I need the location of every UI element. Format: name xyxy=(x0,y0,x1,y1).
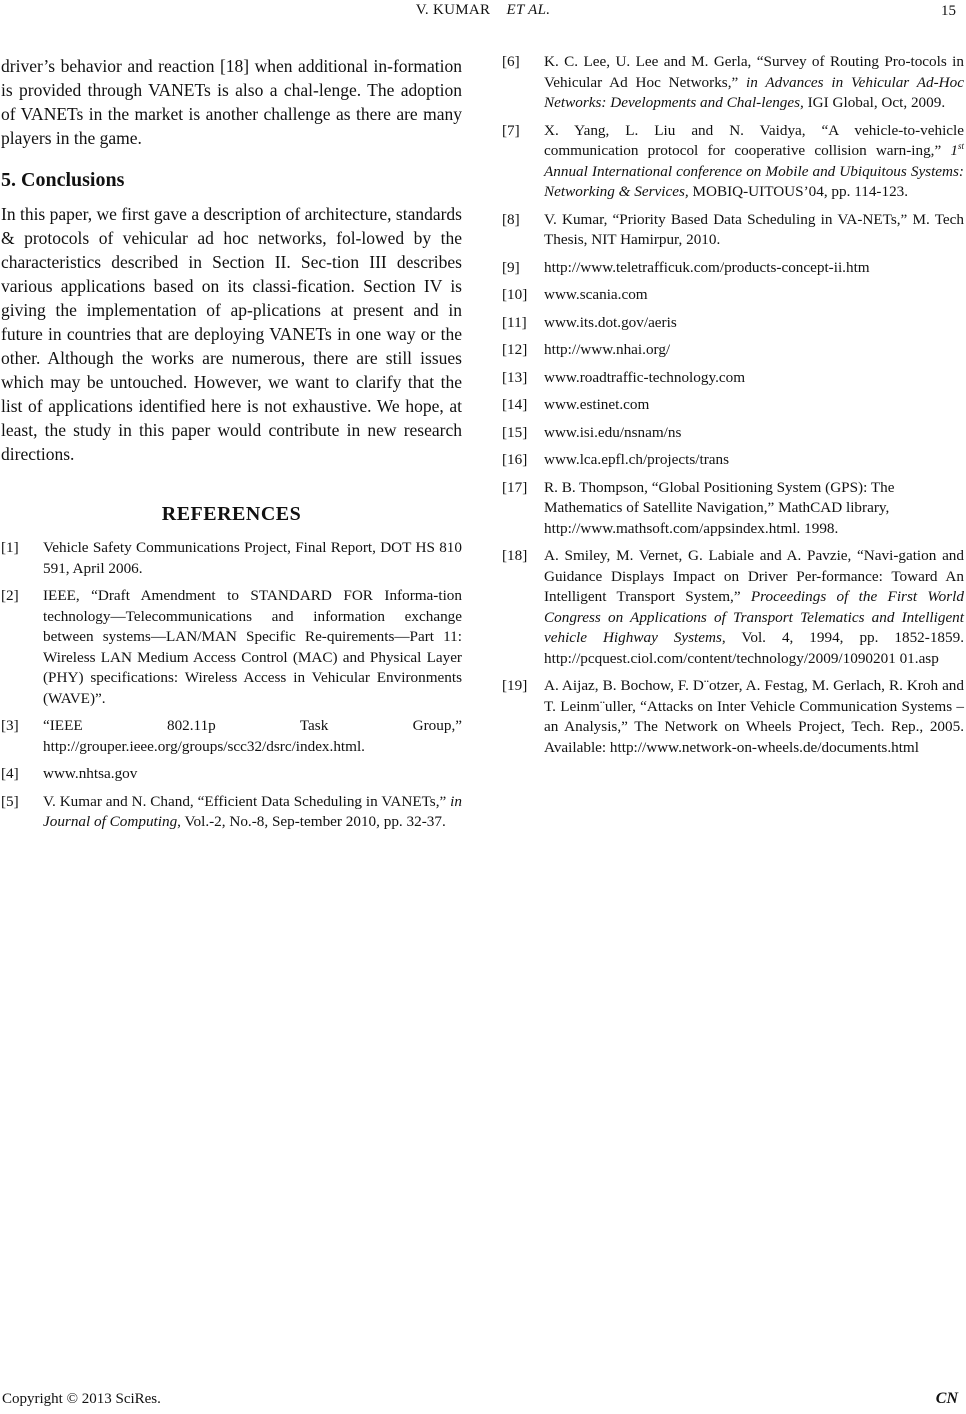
reference-number: [8] xyxy=(502,210,520,228)
reference-item xyxy=(502,340,964,361)
right-column xyxy=(502,52,964,765)
reference-authors: V. Kumar and N. Chand, “Efficient Data Scheduling in VANETs,” xyxy=(43,792,451,810)
reference-number: [10] xyxy=(502,286,528,303)
footer-journal: CN xyxy=(935,1390,958,1407)
reference-text xyxy=(544,546,964,669)
reference-link: http://www.teletrafficuk.com/products-concept-ii.htm xyxy=(544,258,870,276)
reference-item xyxy=(502,478,964,540)
reference-item xyxy=(502,546,964,669)
reference-venue: in Advances in Vehicular Ad-Hoc Networks: Developments and Chal-lenges, xyxy=(544,73,964,111)
reference-number: [18] xyxy=(502,547,528,564)
reference-text xyxy=(544,121,964,203)
reference-link: www.scania.com xyxy=(544,286,648,303)
reference-details: IGI Global, Oct, 2009. xyxy=(803,94,946,111)
header-author: V. KUMAR xyxy=(415,2,491,18)
reference-link: www.isi.edu/nsnam/ns xyxy=(544,423,682,441)
reference-text: V. Kumar, “Priority Based Data Scheduling in VA-NETs,” M. Tech Thesis, NIT Hamirpur, 2010. xyxy=(544,210,964,248)
references-heading: REFERENCES xyxy=(161,503,302,525)
reference-details: , Vol. 4, 1994, pp. 1852-1859. http://pcquest.ciol.com/content/technology/2009/1090201 01.asp xyxy=(544,629,964,667)
reference-item xyxy=(502,258,964,279)
reference-number: [17] xyxy=(502,478,528,496)
reference-authors: K. C. Lee, U. Lee and M. Gerla, “Survey of Routing Pro-tocols in Vehicular Ad Hoc Networks,” xyxy=(544,53,964,91)
reference-item xyxy=(502,121,964,203)
reference-number: [1] xyxy=(1,539,19,556)
reference-item xyxy=(1,586,462,709)
reference-number: [14] xyxy=(502,396,528,413)
reference-venue: Annual International conference on Mobile and Ubiquitous Systems: Networking & Services, xyxy=(544,162,964,200)
reference-link: www.estinet.com xyxy=(544,396,650,413)
reference-details: MOBIQ-UITOUS’04, pp. 114-123. xyxy=(688,183,909,200)
reference-number: [6] xyxy=(502,53,520,70)
reference-item xyxy=(502,450,964,471)
reference-number: [2] xyxy=(1,587,19,604)
reference-number: [13] xyxy=(502,368,528,386)
reference-text: “IEEE 802.11p Task Group,” http://grouper.ieee.org/groups/scc32/dsrc/index.html. xyxy=(43,717,462,755)
reference-item xyxy=(1,538,462,579)
reference-superscript: st xyxy=(957,140,964,151)
reference-ordinal: 1 xyxy=(950,142,958,159)
reference-item xyxy=(502,676,964,758)
left-column xyxy=(1,54,462,840)
running-header xyxy=(0,2,966,19)
page-number: 15 xyxy=(941,3,956,19)
reference-item xyxy=(502,313,964,334)
reference-text: R. B. Thompson, “Global Positioning System (GPS): The Mathematics of Satellite Navigation,” MathCAD library, http://www.mathsoft.com/appsindex.html. 1998. xyxy=(544,478,895,537)
reference-number: [4] xyxy=(1,765,19,782)
reference-item xyxy=(502,210,964,251)
reference-link: www.nhtsa.gov xyxy=(43,765,138,782)
reference-number: [5] xyxy=(1,792,19,810)
reference-authors: X. Yang, L. Liu and N. Vaidya, “A vehicle-to-vehicle communication protocol for cooperative collision warn-ing,” xyxy=(544,121,964,159)
conclusions-paragraph: In this paper, we first gave a description of architecture, standards & protocols of vehicular ad hoc networks, fol-lowed by the characteristics described in Section II. Sec-tion III describes various applications based on its classi-fication. Section IV is giving the implementation of ap-plications at present and in future in countries that are deploying VANETs in one way or the other. Although the works are numerous, there are still issues which may be untouched. However, we want to clarify that the list of applications identified here is not exhaustive. We hope, at least, the study in this paper would contribute in new research directions. xyxy=(1,204,462,464)
reference-number: [15] xyxy=(502,423,528,441)
reference-link: www.lca.epfl.ch/projects/trans xyxy=(544,451,729,468)
reference-number: [11] xyxy=(502,313,527,331)
reference-link: www.its.dot.gov/aeris xyxy=(544,313,677,331)
header-et-al: ET AL. xyxy=(506,2,551,18)
reference-venue: in Journal of Computing xyxy=(43,792,462,830)
reference-text: A. Aijaz, B. Bochow, F. D¨otzer, A. Festag, M. Gerlach, R. Kroh and T. Leinm¨uller, “Attacks on Inter Vehicle Communication Systems – an Analysis,” The Network on Wheels Project, Tech. Rep., 2005. Available: http://www.network-on-wheels.de/documents.html xyxy=(544,677,964,756)
reference-item xyxy=(1,716,462,757)
reference-number: [7] xyxy=(502,121,520,139)
reference-link: http://www.nhai.org/ xyxy=(544,341,671,358)
reference-number: [3] xyxy=(1,717,19,734)
reference-text: Vehicle Safety Communications Project, Final Report, DOT HS 810 591, April 2006. xyxy=(43,539,462,577)
reference-item xyxy=(1,792,462,833)
footer-copyright: Copyright © 2013 SciRes. xyxy=(2,1391,161,1407)
reference-text: IEEE, “Draft Amendment to STANDARD FOR Informa-tion technology—Telecommunications and information exchange between systems—LAN/MAN Specific Re-quirements—Part 11: Wireless LAN Medium Access Control (MAC) and Physical Layer (PHY) specifications: Wireless Access in Vehicular Environments (WAVE)”. xyxy=(43,587,462,707)
reference-item xyxy=(502,285,964,306)
reference-item xyxy=(502,423,964,444)
reference-details: , Vol.-2, No.-8, Sep-tember 2010, pp. 32-37. xyxy=(177,813,446,830)
reference-text xyxy=(43,792,462,833)
reference-item xyxy=(502,395,964,416)
reference-authors: A. Smiley, M. Vernet, G. Labiale and A. Pavzie, “Navi-gation and Guidance Displays Impact on Driver Per-formance: Toward An Intelligent Transport System,” xyxy=(544,547,964,605)
reference-item xyxy=(1,764,462,785)
reference-text xyxy=(544,52,964,114)
reference-number: [12] xyxy=(502,341,528,358)
reference-item xyxy=(502,368,964,389)
reference-number: [9] xyxy=(502,258,520,276)
reference-venue: Proceedings of the First World Congress on Applications of Transport Telematics and Intelligent vehicle Highway Systems xyxy=(544,588,964,646)
reference-link: www.roadtraffic-technology.com xyxy=(544,368,746,386)
intro-paragraph: driver’s behavior and reaction [18] when additional in-formation is provided through VANETs is also a chal-lenge. The adoption of VANETs in the market is another challenge as there are many players in the game. xyxy=(1,56,462,148)
reference-number: [19] xyxy=(502,677,528,694)
reference-item xyxy=(502,52,964,114)
conclusions-heading: 5. Conclusions xyxy=(1,169,125,191)
reference-number: [16] xyxy=(502,451,528,468)
